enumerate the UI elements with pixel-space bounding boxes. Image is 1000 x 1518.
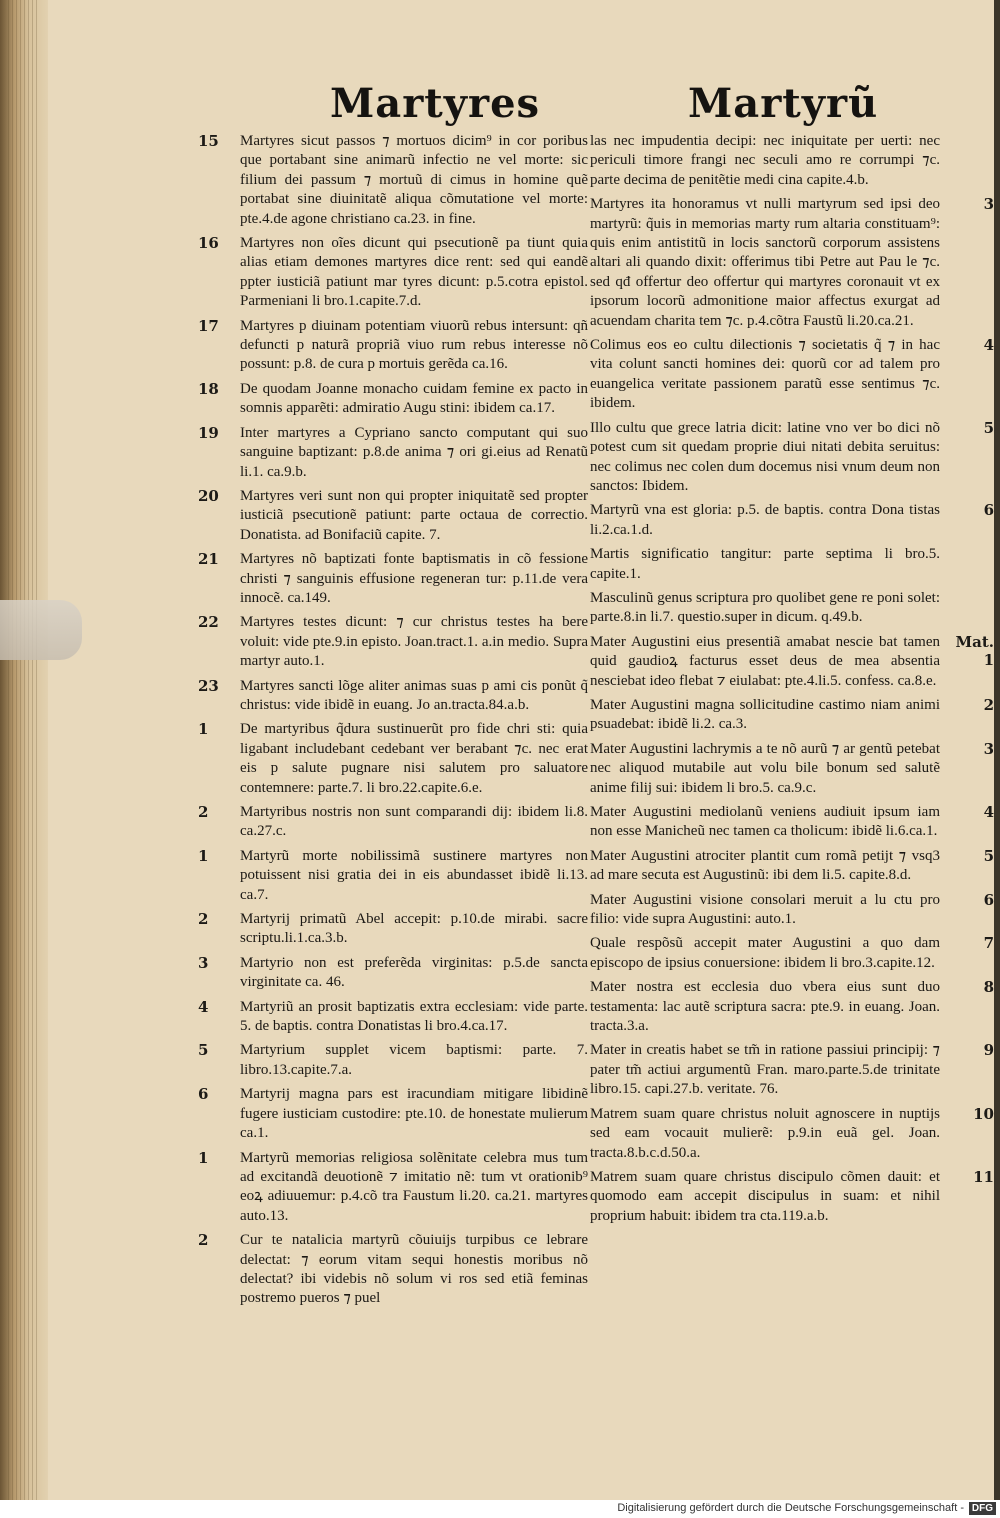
index-entry <box>196 847 588 905</box>
index-entry <box>196 1041 588 1080</box>
entry-number: 5 <box>983 418 994 437</box>
index-entry <box>590 978 1000 1036</box>
index-entry <box>196 424 588 482</box>
index-entry <box>196 803 588 842</box>
footer-bar <box>0 1500 1000 1518</box>
bookmark-strip <box>0 600 82 660</box>
entry-number: 8 <box>983 978 994 997</box>
entry-number: 20 <box>198 486 219 505</box>
entry-text: Martyribus nostris non sunt comparandi dij: ibidem li.8. ca.27.c. <box>240 804 588 840</box>
entry-text: Martyrij magna pars est iracundiam mitigare libidinẽ fugere iusticiam custodire: pte.10. de honestate mulierum ca.1. <box>240 1086 588 1142</box>
entry-text: Cur te natalicia martyrũ cõuiuijs turpibus ce lebrare delectat: ⁊ eorum vitam sequi honestis moribus nõ delectat? ibi videbis nõ solum vi ros sed etiã feminas postremo pueros ⁊ puel <box>240 1232 588 1307</box>
entry-text: Mater Augustini eius presentiã amabat nescie bat tamen quid gaudioꝝ facturus esset deus de mea absentia nesciebat ideo flebat ⁊ eiulabat: pte.4.li.5. confess. ca.8.e. <box>590 633 940 689</box>
entry-text: Quale respõsũ accepit mater Augustini a quo dam episcopo de ipsius conuersione: ibidem li bro.3.capite.12. <box>590 935 940 971</box>
entry-number: 2 <box>983 695 994 714</box>
entry-number: 6 <box>983 501 994 520</box>
entry-number: 5 <box>983 846 994 865</box>
index-entry <box>590 419 1000 497</box>
index-entry <box>590 132 1000 190</box>
funding-credit: Digitalisierung gefördert durch die Deutsche Forschungsgemeinschaft - <box>617 1502 964 1514</box>
entry-text: Mater Augustini mediolanũ veniens audiuit ipsum iam non esse Manicheũ nec tamen ca tholicum: ibidẽ li.6.ca.1. <box>590 804 940 840</box>
entry-text: De quodam Joanne monacho cuidam femine ex pacto in somnis apparẽti: admiratio Augu stini: ibidem ca.17. <box>240 380 588 417</box>
entry-text: Martyres veri sunt non qui propter iniquitatẽ sed propter iusticiã psecutionẽ patiunt: parte octaua de correctio. Donatista. ad Bonifaciũ capite. 7. <box>240 487 588 543</box>
index-entry <box>196 1231 588 1309</box>
entry-number: 3 <box>198 953 209 972</box>
entry-number: 3 <box>983 739 994 758</box>
entry-number: 6 <box>983 890 994 909</box>
running-head-right: Martyrũ <box>688 80 879 127</box>
entry-number: 18 <box>198 379 219 398</box>
index-entry <box>590 891 1000 930</box>
entry-text: Martyres testes dicunt: ⁊ cur christus testes ha bere voluit: vide pte.9.in episto. Joan.tract.1. a.in medio. Supra martyr auto.1. <box>240 614 588 670</box>
entry-text: Martyres non oĩes dicunt qui psecutionẽ pa tiunt quia alias etiam demones martyres dice rent: sed qui eandẽ ppter iusticiã patiunt mar tyres dicunt: p.5.cotra epistol. Parmeniani li bro.1.capite.7.d. <box>240 235 588 310</box>
entry-text: Martyres sicut passos ⁊ mortuos dicim⁹ in cor poribus que portabant sine animarũ infectio ne vel morte: sic filium dei passum ⁊ mortuũ di cimus in homine quẽ portabat sine diuinitatẽ aliqua cõmutatione vel morte: pte.4.de agone christiano ca.23. in fine. <box>240 133 588 227</box>
index-entry <box>196 954 588 993</box>
index-entry <box>196 317 588 375</box>
entry-number: 1 <box>198 1148 209 1167</box>
index-entry <box>590 501 1000 540</box>
index-entry <box>196 677 588 716</box>
entry-text: Martyres p diuinam potentiam viuorũ rebus intersunt: qñ defuncti p naturã propriã viuo rum rebus interesse nõ possunt: p.8. de cura p mortuis gerẽda ca.16. <box>240 317 588 373</box>
entry-number: 16 <box>198 234 219 253</box>
index-entry <box>590 847 1000 886</box>
entry-number: 4 <box>983 803 994 821</box>
entry-text: Mater Augustini atrociter plantit cum romã petijt ⁊ vsq3 ad mare secuta est Augustinũ: ibi dem li.5. capite.8.d. <box>590 847 940 884</box>
entry-number: 2 <box>198 1231 209 1250</box>
entry-text: Masculinũ genus scriptura pro quolibet gene re poni solet: parte.8.in li.7. questio.super in dicum. q.49.b. <box>590 589 940 626</box>
entry-number: 7 <box>983 934 994 953</box>
entry-number: 2 <box>198 910 209 929</box>
entry-text: Martyrij primatũ Abel accepit: p.10.de mirabi. sacre scriptu.li.1.ca.3.b. <box>240 911 588 947</box>
entry-text: Mater Augustini visione consolari meruit a lu ctu pro filio: vide supra Augustini: auto.1. <box>590 891 940 928</box>
index-entry <box>196 487 588 545</box>
entry-number: 19 <box>198 423 219 442</box>
index-entry <box>196 380 588 419</box>
index-entry <box>196 720 588 798</box>
index-column-left <box>196 132 588 1314</box>
index-entry <box>196 1149 588 1227</box>
entry-number: 15 <box>198 132 219 150</box>
entry-number: 11 <box>973 1167 994 1186</box>
entry-number: 2 <box>198 803 209 821</box>
entry-number: 1 <box>198 846 209 865</box>
entry-text: Martyrũ vna est gloria: p.5. de baptis. contra Dona tistas li.2.ca.1.d. <box>590 502 940 538</box>
index-column-right <box>590 132 1000 1231</box>
dfg-logo: DFG <box>969 1502 996 1515</box>
entry-text: Martyres sancti lõge aliter animas suas p ami cis ponũt q̃ christus: vide ibidẽ in euang. Jo an.tracta.84.a.b. <box>240 677 588 713</box>
index-entry <box>196 234 588 312</box>
index-entry <box>590 1105 1000 1163</box>
entry-number: 4 <box>983 336 994 355</box>
running-head-left: Martyres <box>330 80 541 127</box>
index-entry <box>590 633 1000 691</box>
entry-text: Matrem suam quare christus discipulo cõmen dauit: et quomodo eam accepit discipulus in suam: et nihil proprium habuit: ibidem tra cta.119.a.b. <box>590 1168 940 1224</box>
entry-text: Mater nostra est ecclesia duo vbera eius sunt duo testamenta: lac autẽ scriptura sacra: pte.9. in euang. Joan. tracta.3.a. <box>590 979 940 1035</box>
entry-number: 5 <box>198 1041 209 1060</box>
index-entry <box>590 545 1000 584</box>
entry-number: 23 <box>198 676 219 695</box>
entry-number: Mat. 1 <box>955 632 994 669</box>
entry-number: 10 <box>973 1104 994 1123</box>
index-entry <box>196 998 588 1037</box>
entry-text: Inter martyres a Cypriano sancto computant qui suo sanguine baptizant: p.8.de anima ⁊ ori gi.eius ad Renatũ li.1. ca.9.b. <box>240 424 588 480</box>
index-entry <box>590 1041 1000 1099</box>
entry-number: 6 <box>198 1085 209 1104</box>
entry-text: Mater in creatis habet se tm̃ in ratione passiui principij: ⁊ pater tm̃ actiui argumentũ Fran. maro.parte.5.de trinitate libro.15. capi.27.b. veritate. 76. <box>590 1042 940 1098</box>
entry-text: Colimus eos eo cultu dilectionis ⁊ societatis q̃ ⁊ in hac vita colunt sancti homines dei: quorũ cor ad talem pro euangelica veritate passionem paratũ esse sentimus ⁊c. ibidem. <box>590 337 940 412</box>
entry-number: 3 <box>983 195 994 214</box>
index-entry <box>590 589 1000 628</box>
index-entry <box>590 696 1000 735</box>
entry-number: 22 <box>198 613 219 632</box>
index-entry <box>590 934 1000 973</box>
entry-text: Martyres ita honoramus vt nulli martyrum sed ipsi deo martyrũ: q̃uis in memorias marty rum altaria constituam⁹: quis enim antistitũ in locis sanctorũ corporum assistens altari ali quando dixit: offerimus tibi Petre aut Pau le ⁊c. sed qđ offertur deo offertur qui martyres coronauit vt ex ipsorum locorũ admonitione maior affectus exurgat ad acuendam charita tem ⁊c. p.4.cõtra Faustũ li.20.ca.21. <box>590 196 940 329</box>
entry-text: Mater Augustini lachrymis a te nõ aurũ ⁊ ar gentũ petebat nec aliquod mutabile aut volu bile bonum sed salutẽ anime filij sui: ibidem li bro.5. ca.9.c. <box>590 740 940 796</box>
page-edge-stack <box>0 0 48 1500</box>
entry-text: Martyrũ memorias religiosa solẽnitate celebra mus tum ad excitandã deuotionẽ ⁊ imitatio nẽ: tum vt orationib⁹ eoꝝ adiuuemur: p.4.cõ tra Faustum li.20. ca.21. martyres auto.13. <box>240 1149 588 1224</box>
index-entry <box>196 910 588 949</box>
index-entry <box>590 1168 1000 1226</box>
entry-text: De martyribus q̃dura sustinuerũt pro fide chri sti: quia ligabant includebant cedebant ver berabant ⁊c. nec erat eis p salute pugnare nisi salutem pro saluatore contemnere: parte.7. li bro.22.capite.6.e. <box>240 721 588 796</box>
entry-text: Martyrio non est preferẽda virginitas: p.5.de sancta virginitate ca. 46. <box>240 954 588 991</box>
index-entry <box>196 550 588 608</box>
entry-number: 9 <box>983 1041 994 1060</box>
page-edge-lines <box>8 0 38 1500</box>
entry-text: Martyrium supplet vicem baptismi: parte. 7. libro.13.capite.7.a. <box>240 1042 588 1078</box>
entry-text: Martis significatio tangitur: parte septima li bro.5. capite.1. <box>590 546 940 582</box>
entry-text: Illo cultu que grece latria dicit: latine vno ver bo dici nõ potest cum sit quedam proprie diui nitati debita seruitus: nec colimus nec colen dum docemus nisi vnum deum non sanctos: Ibidem. <box>590 419 940 494</box>
index-entry <box>196 613 588 671</box>
entry-number: 4 <box>198 997 209 1016</box>
entry-number: 1 <box>198 720 209 739</box>
entry-number: 17 <box>198 316 219 335</box>
index-entry <box>590 803 1000 842</box>
entry-number: 21 <box>198 550 219 569</box>
entry-text: las nec impudentia decipi: nec iniquitate per uerti: nec periculi timore frangi nec seculi amo re corrumpi ⁊c. parte decima de penitẽtie medi cina capite.4.b. <box>590 133 940 188</box>
entry-text: Matrem suam quare christus noluit agnoscere in nuptijs sed eam vocauit mulierẽ: p.9.in euã gel. Joan. tracta.8.b.c.d.50.a. <box>590 1105 940 1161</box>
index-entry <box>196 1085 588 1143</box>
entry-text: Mater Augustini magna sollicitudine castimo niam animi psuadebat: ibidẽ li.2. ca.3. <box>590 696 940 733</box>
index-entry <box>590 195 1000 331</box>
index-entry <box>196 132 588 229</box>
entry-text: Martyrũ morte nobilissimã sustinere martyres non potuissent nisi gratia dei in eis abundasset ibidẽ li.13. ca.7. <box>240 847 588 903</box>
entry-text: Martyriũ an prosit baptizatis extra ecclesiam: vide parte. 5. de baptis. contra Donatistas li bro.4.ca.17. <box>240 998 588 1035</box>
index-entry <box>590 336 1000 414</box>
entry-text: Martyres nõ baptizati fonte baptismatis in cõ fessione christi ⁊ sanguinis effusione regeneran tur: p.11.de vera innocẽ. ca.149. <box>240 551 588 606</box>
index-entry <box>590 740 1000 798</box>
